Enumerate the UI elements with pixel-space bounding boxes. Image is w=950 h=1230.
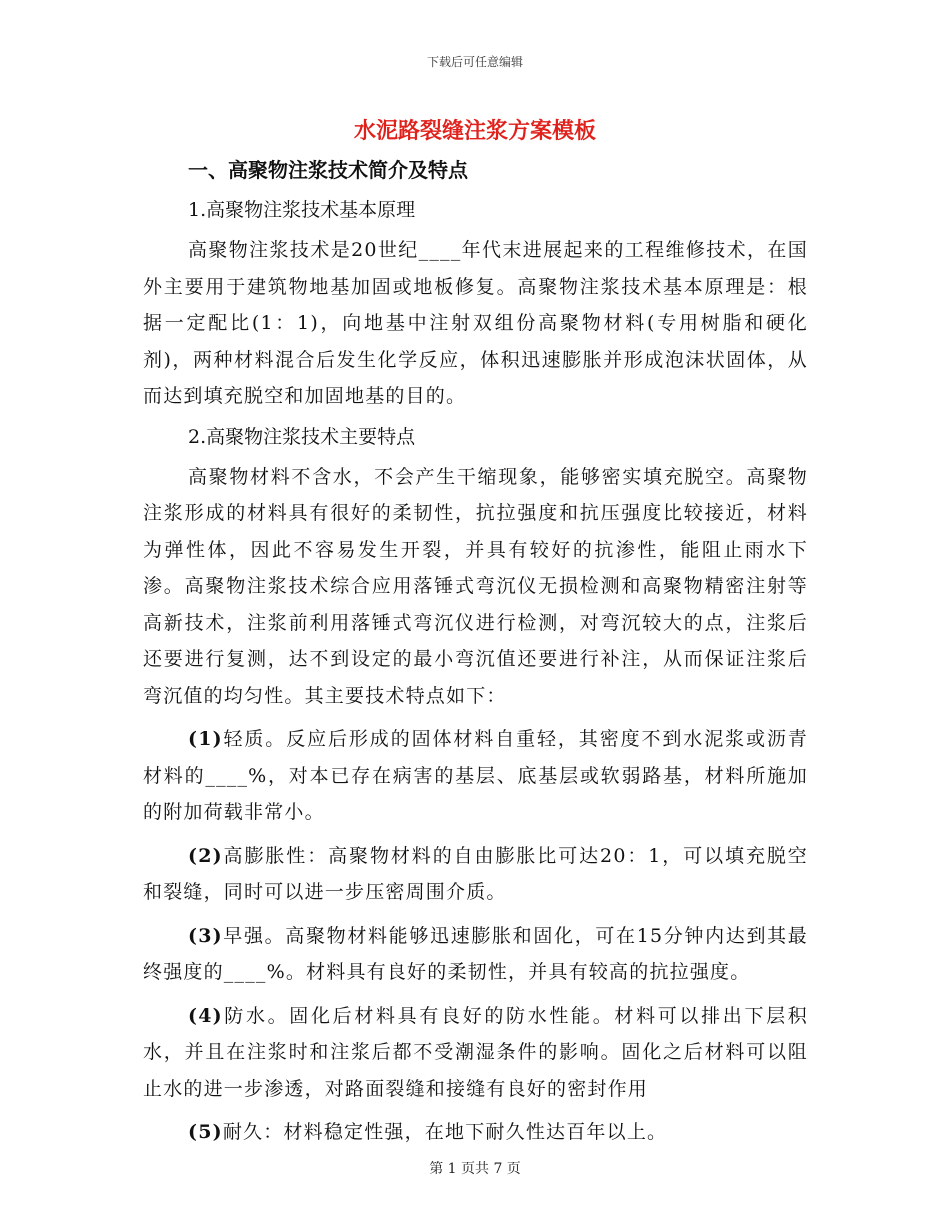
feature-text: 高膨胀性：高聚物材料的自由膨胀比可达20：1，可以填充脱空和裂缝，同时可以进一步压密周围介质。 bbox=[143, 844, 808, 903]
paragraph-features: 高聚物材料不含水，不会产生干缩现象，能够密实填充脱空。高聚物注浆形成的材料具有很好的柔韧性，抗拉强度和抗压强度比较接近，材料为弹性体，因此不容易发生开裂，并具有较好的抗渗性，能阻止雨水下渗。高聚物注浆技术综合应用落锤式弯沉仪无损检测和高聚物精密注射等高新技术，注浆前利用落锤式弯沉仪进行检测，对弯沉较大的点，注浆后还要进行复测，达不到设定的最小弯沉值还要进行补注，从而保证注浆后弯沉值的均匀性。其主要技术特点如下： bbox=[143, 465, 808, 707]
feature-item-waterproof bbox=[143, 998, 808, 1108]
section-heading: 一、高聚物注浆技术简介及特点 bbox=[188, 158, 468, 182]
feature-number: (4) bbox=[188, 1004, 223, 1027]
feature-number: (3) bbox=[188, 924, 223, 947]
page-header-note: 下载后可任意编辑 bbox=[426, 55, 523, 69]
paragraph-principle: 高聚物注浆技术是20世纪____年代末进展起来的工程维修技术，在国外主要用于建筑物地基加固或地板修复。高聚物注浆技术基本原理是：根据一定配比(1：1)，向地基中注射双组份高聚物材料(专用树脂和硬化剂)，两种材料混合后发生化学反应，体积迅速膨胀并形成泡沫状固体，从而达到填充脱空和加固地基的目的。 bbox=[143, 239, 808, 407]
feature-item-durable bbox=[143, 1114, 808, 1151]
feature-text: 早强。高聚物材料能够迅速膨胀和固化，可在15分钟内达到其最终强度的____%。材料具有良好的柔韧性，并具有较高的抗拉强度。 bbox=[143, 924, 808, 983]
document-body bbox=[143, 152, 808, 1151]
subsection-heading-principle: 1.高聚物注浆技术基本原理 bbox=[188, 199, 416, 221]
feature-item-expansion bbox=[143, 838, 808, 911]
feature-text: 耐久：材料稳定性强，在地下耐久性达百年以上。 bbox=[222, 1121, 668, 1143]
feature-number: (5) bbox=[188, 1121, 223, 1143]
feature-text: 防水。固化后材料具有良好的防水性能。材料可以排出下层积水，并且在注浆时和注浆后都不受潮湿条件的影响。固化之后材料可以阻止水的进一步渗透，对路面裂缝和接缝有良好的密封作用 bbox=[143, 1004, 808, 1100]
feature-number: (1) bbox=[188, 728, 223, 750]
subsection-heading-features: 2.高聚物注浆技术主要特点 bbox=[188, 425, 416, 448]
feature-number: (2) bbox=[188, 844, 223, 867]
page-number: 第 1 页共 7 页 bbox=[429, 1161, 521, 1177]
feature-item-early-strength bbox=[143, 918, 808, 991]
feature-text: 轻质。反应后形成的固体材料自重轻，其密度不到水泥浆或沥青材料的____%，对本已存在病害的基层、底基层或软弱路基，材料所施加的附加荷载非常小。 bbox=[143, 728, 808, 823]
document-title: 水泥路裂缝注浆方案模板 bbox=[353, 118, 596, 144]
feature-item-lightweight bbox=[143, 721, 808, 831]
